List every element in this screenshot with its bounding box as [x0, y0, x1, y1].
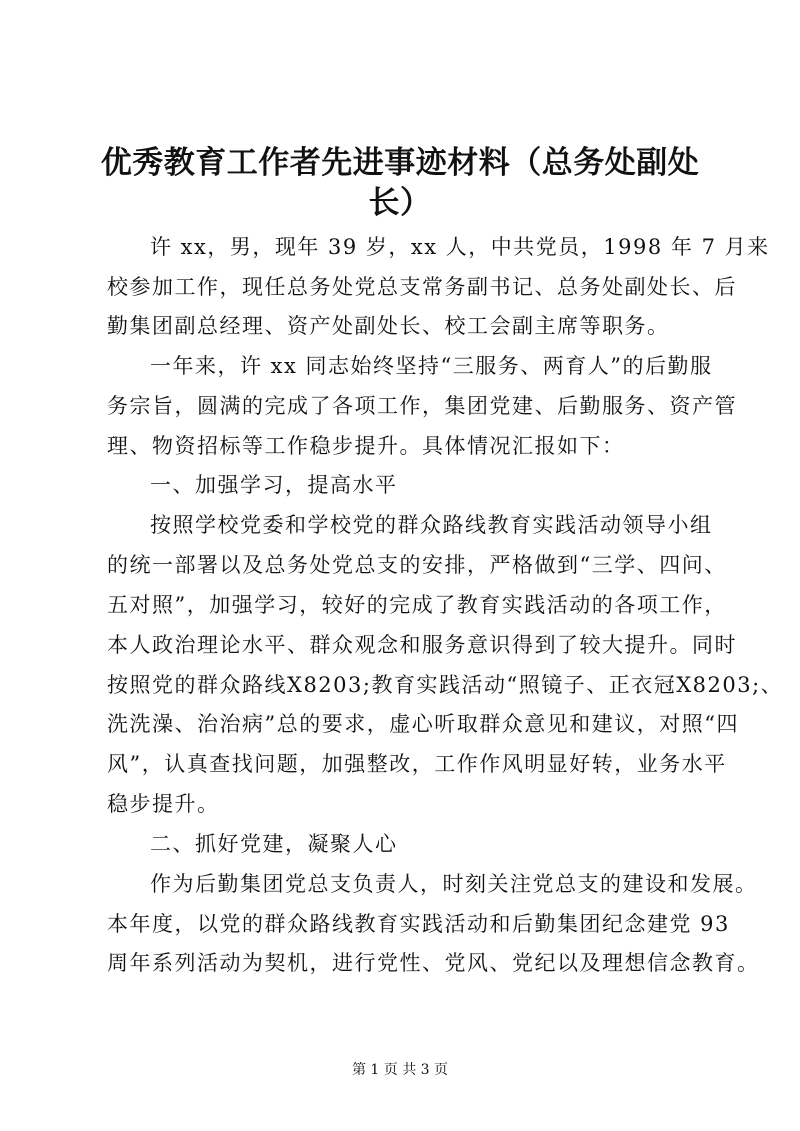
paragraph-line: 按照学校党委和学校党的群众路线教育实践活动领导小组: [150, 513, 713, 537]
paragraph-line: 洗洗澡、治治病”总的要求，虚心听取群众意见和建议，对照“四: [107, 712, 739, 736]
paragraph-line: 的统一部署以及总务处党总支的安排，严格做到“三学、四问、: [107, 553, 727, 577]
paragraph-line: 稳步提升。: [107, 792, 220, 816]
paragraph-line: 周年系列活动为契机，进行党性、党风、党纪以及理想信念教育。: [107, 951, 760, 975]
section-heading: 二、抓好党建，凝聚人心: [150, 832, 398, 856]
paragraph-line: 本人政治理论水平、群众观念和服务意识得到了较大提升。同时: [107, 633, 737, 657]
paragraph-line: 务宗旨，圆满的完成了各项工作，集团党建、后勤服务、资产管: [107, 394, 737, 418]
paragraph-line: 按照党的群众路线X8203;教育实践活动“照镜子、正衣冠X8203;、: [107, 673, 784, 697]
paragraph-line: 作为后勤集团党总支负责人，时刻关注党总支的建设和发展。: [150, 872, 758, 896]
paragraph-line: 五对照”，加强学习，较好的完成了教育实践活动的各项工作，: [107, 593, 727, 617]
paragraph-line: 校参加工作，现任总务处党总支常务副书记、总务处副处长、后: [107, 275, 737, 299]
document-title-line-2: 长）: [368, 185, 432, 221]
document-title-line-1: 优秀教育工作者先进事迹材料（总务处副处: [100, 145, 700, 181]
section-heading: 一、加强学习，提高水平: [150, 473, 398, 497]
paragraph-line: 许 xx，男，现年 39 岁，xx 人，中共党员，1998 年 7 月来: [150, 235, 770, 259]
paragraph-line: 一年来，许 xx 同志始终坚持“三服务、两育人”的后勤服: [150, 354, 713, 378]
paragraph-line: 风”，认真查找问题，加强整改，工作作风明显好转，业务水平: [107, 752, 727, 776]
page-footer: 第 1 页 共 3 页: [351, 1062, 449, 1078]
paragraph-line: 勤集团副总经理、资产处副处长、校工会副主席等职务。: [107, 314, 670, 338]
paragraph-line: 本年度，以党的群众路线教育实践活动和后勤集团纪念建党 93: [107, 912, 730, 936]
paragraph-line: 理、物资招标等工作稳步提升。具体情况汇报如下：: [107, 434, 625, 458]
